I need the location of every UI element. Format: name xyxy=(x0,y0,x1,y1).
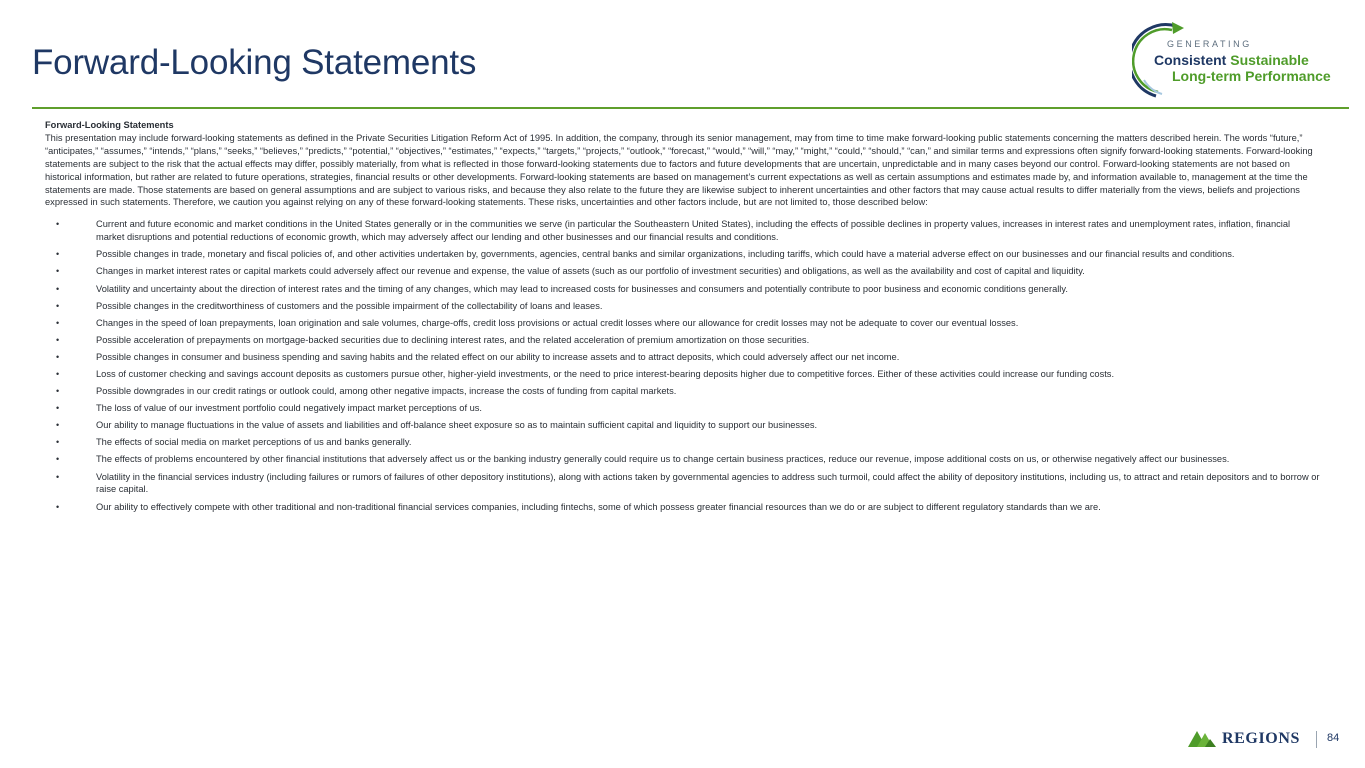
bullet-icon: • xyxy=(56,219,60,230)
bullet-icon: • xyxy=(56,501,60,512)
tagline-generating: GENERATING xyxy=(1167,39,1252,49)
page-number: 84 xyxy=(1327,732,1340,744)
tagline-consistent-sustainable xyxy=(1154,52,1309,68)
bullet-icon: • xyxy=(56,454,60,465)
bullet-icon: • xyxy=(56,403,60,414)
list-item xyxy=(45,334,1320,347)
list-item xyxy=(45,385,1320,398)
list-item-text: Possible downgrades in our credit ratings or outlook could, among other negative impacts, increase the costs of funding from capital markets. xyxy=(96,386,677,397)
list-item-text: Volatility in the financial services industry (including failures or rumors of failures of other depository institutions), along with actions taken by governmental agencies to address such turmoil, could affect the ability of depository institutions, including us, to attract and retain depositors and to borrow or raise capital. xyxy=(96,471,1320,495)
bullet-icon: • xyxy=(56,437,60,448)
bullet-icon: • xyxy=(56,283,60,294)
list-item-text: The effects of social media on market perceptions of us and banks generally. xyxy=(96,437,412,448)
bullet-icon: • xyxy=(56,300,60,311)
list-item xyxy=(45,368,1320,381)
list-item xyxy=(45,453,1320,466)
list-item-text: Possible acceleration of prepayments on mortgage-backed securities due to declining interest rates, and the related acceleration of premium amortization on those securities. xyxy=(96,334,810,345)
tagline-consistent: Consistent xyxy=(1154,52,1227,68)
list-item-text: Possible changes in consumer and business spending and saving habits and the related effect on our ability to increase assets and to attract deposits, which could adversely affect our net income. xyxy=(96,351,900,362)
list-item xyxy=(45,300,1320,313)
list-item xyxy=(45,218,1320,244)
list-item xyxy=(45,265,1320,278)
bullet-icon: • xyxy=(56,317,60,328)
tagline-long-term-performance: Long-term Performance xyxy=(1172,68,1331,84)
list-item-text: Our ability to effectively compete with other traditional and non-traditional financial services companies, including fintechs, some of which possess greater financial resources than we do or are subject to different regulatory standards than we are. xyxy=(96,501,1101,512)
bullet-icon: • xyxy=(56,369,60,379)
footer-divider xyxy=(1316,731,1317,748)
bullet-icon: • xyxy=(56,266,60,277)
list-item xyxy=(45,248,1320,261)
intro-paragraph: This presentation may include forward-looking statements as defined in the Private Securities Litigation Reform Act of 1995. In addition, the company, through its senior management, may from time to time make forward-looking public statements concerning the matters described herein. The words “future,” “anticipates,” “assumes,” “intends,” “plans,” “seeks,” “believes,” “predicts,” “potential,” “objectives,” “estimates,” “expects,” “targets,” “projects,” “outlook,” “forecast,” “would,” “will,” “may,” “might,” “could,” “should,” “can,” and similar terms and expressions often signify forward-looking statements. Forward-looking statements are subject to the risk that the actual effects may differ, possibly materially, from what is reflected in those forward-looking statements due to factors and future developments that are uncertain, unpredictable and in many cases beyond our control. Forward-looking statements are not based on historical information, but rather are related to future operations, strategies, financial results or other developments. Forward-looking statements are based on management’s current expectations as well as certain assumptions and estimates made by, and information available to, management at the time the statements are made. Those statements are based on general assumptions and are subject to various risks, and because they also relate to the future they are likewise subject to inherent uncertainties and other factors that may cause actual results to differ materially from the views, beliefs and projections expressed in such statements. Therefore, we caution you against relying on any of these forward-looking statements. These risks, uncertainties and other factors include, but are not limited to, those described below: xyxy=(45,132,1313,208)
regions-wordmark: REGIONS xyxy=(1222,730,1300,747)
list-item xyxy=(45,471,1320,497)
tagline-logo xyxy=(1132,20,1347,102)
list-item xyxy=(45,436,1320,449)
bullet-icon: • xyxy=(56,420,60,431)
list-item-text: The effects of problems encountered by other financial institutions that adversely affect us or the banking industry generally could require us to change certain business practices, reduce our revenue, impose additional costs on us, or otherwise negatively affect our businesses. xyxy=(96,454,1230,465)
list-item xyxy=(45,402,1320,415)
list-item-text: Possible changes in trade, monetary and fiscal policies of, and other activities undertaken by, governments, agencies, central banks and similar organizations, including tariffs, which could have a material adverse effect on our businesses and our financial results and conditions. xyxy=(96,249,1235,260)
bullet-icon: • xyxy=(56,386,60,397)
bullet-icon: • xyxy=(56,471,60,482)
page-title: Forward-Looking Statements xyxy=(32,43,477,82)
list-item xyxy=(45,317,1320,330)
list-item-text: Changes in market interest rates or capital markets could adversely affect our revenue and expense, the value of assets (such as our portfolio of investment securities) and obligations, as well as the availability and cost of capital and liquidity. xyxy=(96,266,1085,277)
list-item xyxy=(45,419,1320,432)
bullet-icon: • xyxy=(56,334,60,345)
list-item-text: Possible changes in the creditworthiness of customers and the possible impairment of the collectability of loans and leases. xyxy=(96,300,603,311)
list-item-text: Volatility and uncertainty about the direction of interest rates and the timing of any changes, which may lead to increased costs for businesses and consumers and potentially contribute to poor business and economic conditions generally. xyxy=(96,283,1068,294)
tagline-sustainable: Sustainable xyxy=(1230,52,1309,68)
disclaimer-content xyxy=(45,119,1320,518)
bullet-icon: • xyxy=(56,249,60,260)
regions-triangle-icon xyxy=(1188,728,1218,748)
list-item-text: Our ability to manage fluctuations in the value of assets and liabilities and off-balance sheet exposure so as to maintain sufficient capital and liquidity to support our businesses. xyxy=(96,420,818,431)
list-item-text: Changes in the speed of loan prepayments, loan origination and sale volumes, charge-offs, credit loss provisions or actual credit losses where our allowance for credit losses may not be adequate to cover our eventual losses. xyxy=(96,317,1019,328)
list-item-text: Loss of customer checking and savings account deposits as customers pursue other, higher-yield investments, or the need to price interest-bearing deposits higher due to competitive forces. Either of these activities could increase our funding costs. xyxy=(96,369,1115,379)
regions-logo xyxy=(1188,726,1308,750)
list-item-text: Current and future economic and market conditions in the United States generally or in the communities we serve (in particular the Southeastern United States), including the effects of possible declines in property values, increases in interest rates and unemployment rates, inflation, financial market disruptions and potential reductions of economic growth, which may adversely affect our lending and other businesses and our financial results and conditions. xyxy=(96,219,1291,243)
risk-factor-list xyxy=(45,218,1320,513)
list-item xyxy=(45,501,1320,514)
list-item xyxy=(45,351,1320,364)
bullet-icon: • xyxy=(56,351,60,362)
list-item xyxy=(45,283,1320,296)
list-item-text: The loss of value of our investment portfolio could negatively impact market perceptions of us. xyxy=(96,403,483,414)
section-heading: Forward-Looking Statements xyxy=(45,120,174,130)
header-divider xyxy=(32,107,1349,109)
